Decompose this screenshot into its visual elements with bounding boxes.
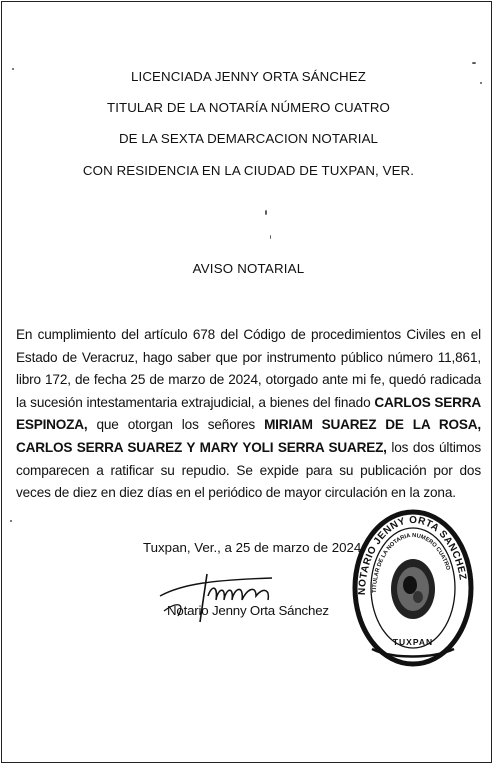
scan-speck (12, 68, 14, 70)
seal-inner-text: TITULAR DE LA NOTARIA NUMERO CUATRO (371, 532, 451, 594)
body-grantors: que otorgan los señores (87, 417, 265, 433)
notice-body (16, 324, 481, 505)
notarial-notice-page (1, 1, 492, 763)
notary-title-heading: TITULAR DE LA NOTARÍA NÚMERO CUATRO (106, 100, 390, 115)
scan-speck (472, 62, 476, 64)
heirs-names: MIRIAM SUAREZ DE LA ROSA, CARLOS SERRA SUAREZ Y MARY YOLI SERRA SUAREZ, (16, 417, 481, 455)
seal-outer-text: NOTARIO JENNY ORTA SANCHEZ (356, 514, 468, 596)
scan-speck (270, 235, 271, 239)
notary-seal (352, 509, 474, 667)
residence-heading: CON RESIDENCIA EN LA CIUDAD DE TUXPAN, VER. (82, 163, 415, 178)
notary-name-heading: LICENCIADA JENNY ORTA SÁNCHEZ (131, 69, 366, 84)
scan-speck (265, 210, 267, 215)
coat-of-arms-icon (391, 559, 435, 619)
scan-speck (480, 82, 482, 84)
body-closing: los dos últimos comparecen a ratificar su repudio. Se expide para su publicación por dos veces de diez en diez días en el periódico de mayor circulación en la zona. (16, 439, 481, 501)
signer-name: Notario Jenny Orta Sánchez (167, 603, 329, 618)
body-intro: En cumplimiento del artículo 678 del Código de procedimientos Civiles en el Estado de Veracruz, hago saber que por instrumento público número 11,861, libro 172, de fecha 25 de marzo de 2024, otorgado ante mi fe, quedó radicada la sucesión intestamentaria extrajudicial, a bienes del finado (16, 327, 481, 410)
deceased-name: CARLOS SERRA ESPINOZA, (16, 394, 481, 433)
demarcation-heading: DE LA SEXTA DEMARCACION NOTARIAL (118, 131, 379, 146)
notice-title: AVISO NOTARIAL (192, 261, 305, 276)
scan-speck (10, 520, 12, 522)
seal-city: TUXPAN (392, 637, 434, 647)
place-date: Tuxpan, Ver., a 25 de marzo de 2024. (143, 540, 366, 555)
